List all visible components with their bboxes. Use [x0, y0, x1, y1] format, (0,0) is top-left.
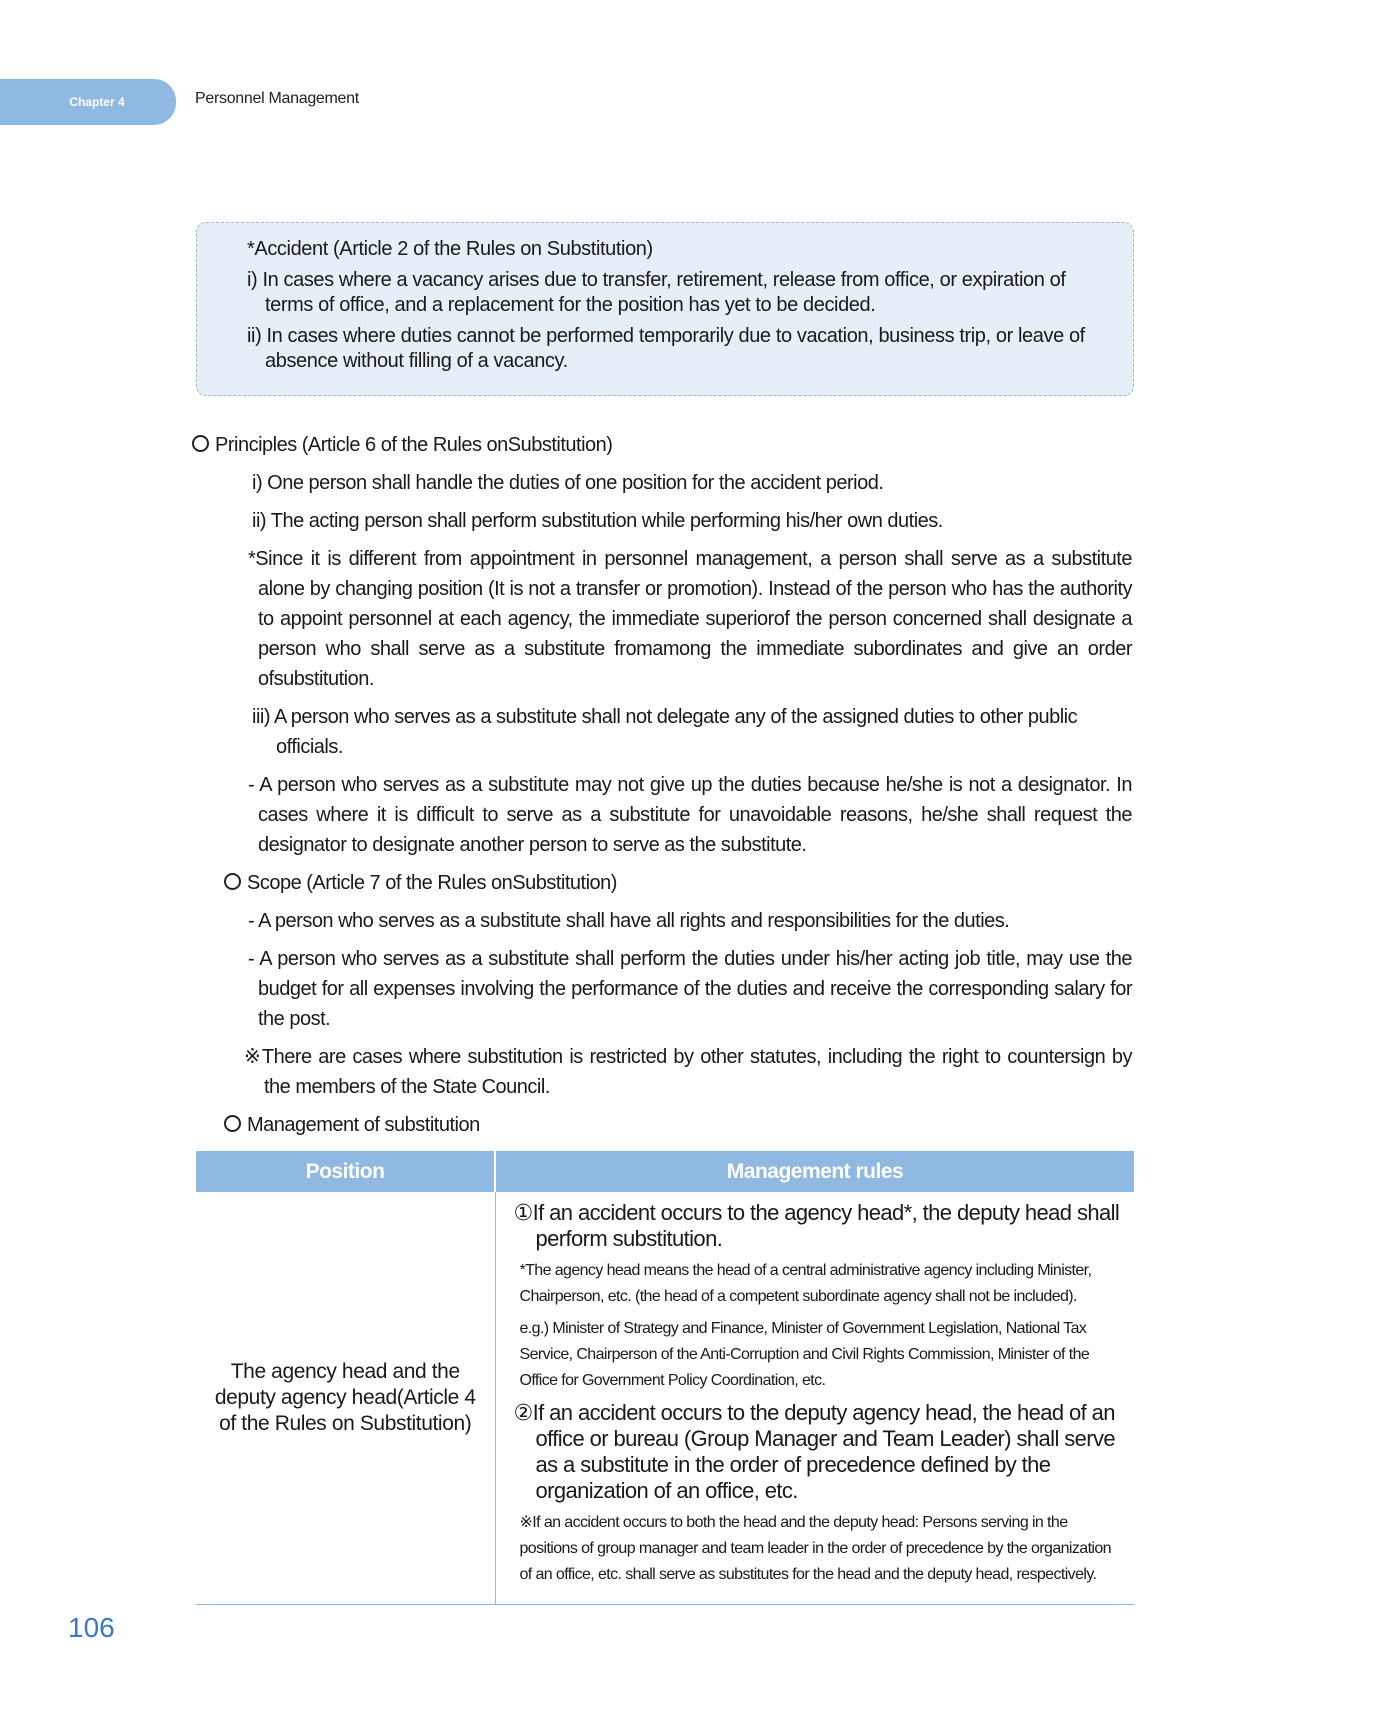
circle-bullet-icon	[192, 435, 209, 452]
main-content	[192, 430, 1132, 1148]
management-heading: Management of substitution	[224, 1110, 1132, 1140]
table-header-row	[196, 1151, 1134, 1192]
scope-reference-note: ※There are cases where substitution is restricted by other statutes, including the right to countersign by the members of the State Council.	[244, 1046, 1132, 1098]
principles-note: *Since it is different from appointment in personnel management, a person shall serve as a substitute alone by changing position (It is not a transfer or promotion). Instead of the person who has the authority to appoint personnel at each agency, the immediate superiorof the person concerned shall designate a person who shall serve as a substitute fromamong the immediate subordinates and give an order ofsubstitution.	[248, 548, 1132, 690]
rule-1: ①If an accident occurs to the agency head*, the deputy head shall perform substitution.	[513, 1200, 1120, 1251]
rule-1-example: e.g.) Minister of Strategy and Finance, Minister of Government Legislation, National Tax Service, Chairperson of the Anti-Corruption and Civil Rights Commission, Minister of the Office for Government Policy Coordination, etc.	[519, 1320, 1090, 1389]
principles-item-iii: iii) A person who serves as a substitute shall not delegate any of the assigned duties to other public officials.	[252, 706, 1078, 758]
principles-item-ii: ii) The acting person shall perform substitution while performing his/her own duties.	[252, 510, 943, 532]
principles-dash: - A person who serves as a substitute may not give up the duties because he/she is not a designator. In cases where it is difficult to serve as a substitute for unavoidable reasons, he/she shall request the designator to designate another person to serve as the substitute.	[248, 774, 1132, 856]
position-cell: The agency head and the deputy agency head(Article 4 of the Rules on Substitution)	[196, 1192, 495, 1605]
rule-2-note: ※If an accident occurs to both the head and the deputy head: Persons serving in the positions of group manager and team leader in the order of precedence by the organization of an office, etc. shall serve as substitutes for the head and the deputy head, respectively.	[519, 1514, 1111, 1583]
rule-1-note: *The agency head means the head of a central administrative agency including Minister, Chairperson, etc. (the head of a competent subordinate agency shall not be included).	[519, 1262, 1092, 1305]
scope-dash-1: - A person who serves as a substitute shall have all rights and responsibilities for the duties.	[248, 910, 1010, 932]
table-row	[196, 1192, 1134, 1605]
accident-note-box	[196, 222, 1134, 396]
note-title: *Accident (Article 2 of the Rules on Substitution)	[247, 238, 653, 260]
principles-item-i: i) One person shall handle the duties of one position for the accident period.	[252, 472, 884, 494]
note-item-2: ii) In cases where duties cannot be performed temporarily due to vacation, business trip, or leave of absence without filling of a vacancy.	[247, 325, 1085, 372]
column-header-position: Position	[196, 1151, 495, 1192]
page-number: 106	[68, 1612, 115, 1643]
scope-heading: Scope (Article 7 of the Rules onSubstitution)	[224, 868, 1132, 898]
rules-cell	[495, 1192, 1134, 1605]
circle-bullet-icon	[224, 1115, 241, 1132]
column-header-rules: Management rules	[495, 1151, 1134, 1192]
chapter-tab	[0, 79, 176, 125]
scope-dash-2: - A person who serves as a substitute shall perform the duties under his/her acting job title, may use the budget for all expenses involving the performance of the duties and receive the corresponding salary for the post.	[248, 948, 1132, 1030]
note-item-1: i) In cases where a vacancy arises due to transfer, retirement, release from office, or expiration of terms of office, and a replacement for the position has yet to be decided.	[247, 269, 1066, 316]
rule-2: ②If an accident occurs to the deputy agency head, the head of an office or bureau (Group Manager and Team Leader) shall serve as a substitute in the order of precedence defined by the organization of an office, etc.	[513, 1400, 1116, 1503]
circle-bullet-icon	[224, 873, 241, 890]
principles-heading: Principles (Article 6 of the Rules onSubstitution)	[192, 430, 1132, 460]
chapter-label: Chapter 4	[69, 95, 125, 109]
management-rules-table	[196, 1151, 1134, 1605]
running-title: Personnel Management	[195, 90, 359, 107]
